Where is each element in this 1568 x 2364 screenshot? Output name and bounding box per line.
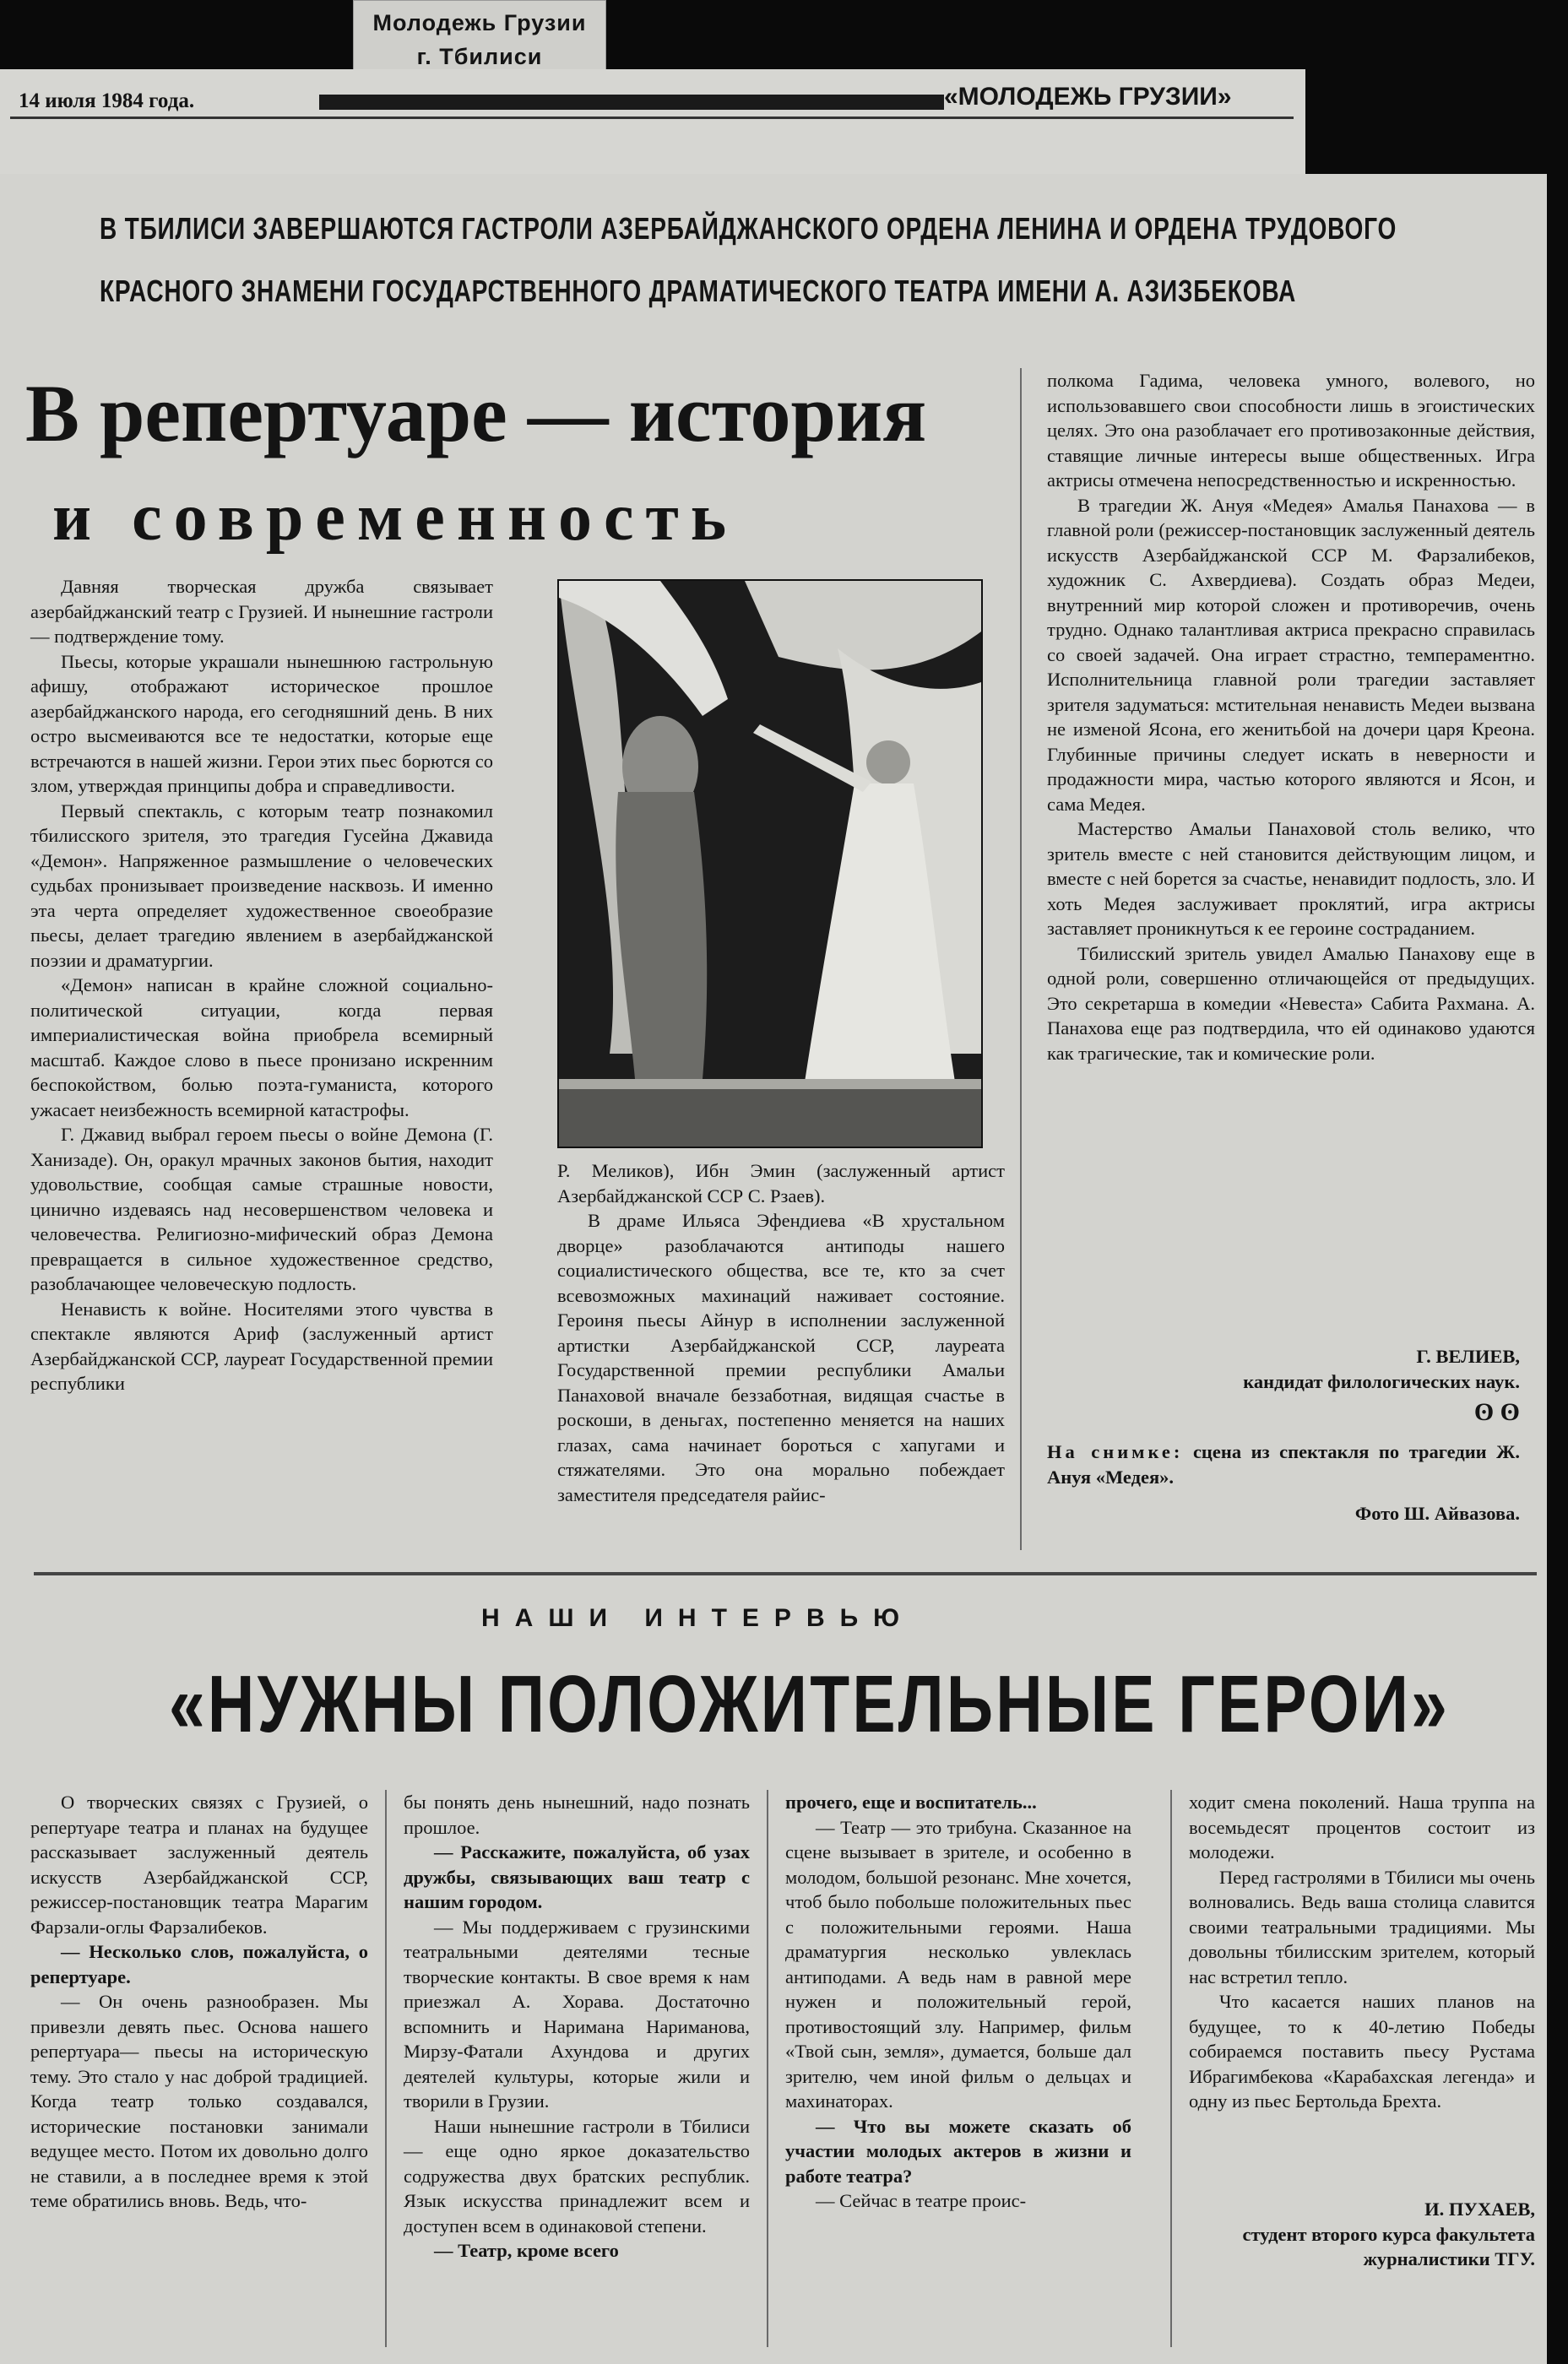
- paragraph: — Театр — это трибуна. Сказанное на сцене вызывает в зрителе, и особенно в молодом, большой резонанс. Мне хочется, чтоб было побольше положительных пьес с положительными героями. Наша драматургия несколько увлеклась антиподами. А ведь нам в равной мере нужен и положительный герой, противостоящий злу. Например, фильм «Твой сын, земля», думается, больше дал зрителю, чем иной фильм о дельцах и махинаторах.: [785, 1816, 1131, 2112]
- article2-column-4: [1189, 1790, 1535, 2114]
- paragraph: О творческих связях с Грузией, о репертуаре театра и планах на будущее рассказывает заслуженный деятель искусств Азербайджанской ССР, режиссер-постановщик театра Марагим Фарзали-оглы Фарзалибеков.: [30, 1792, 368, 1938]
- ornament-rings: ʘ ʘ: [1473, 1398, 1520, 1426]
- article2-rubric: НАШИ ИНТЕРВЬЮ: [481, 1604, 915, 1632]
- paragraph: Перед гастролями в Тбилиси мы очень волновались. Ведь ваша столица славится своими театральными традициями. Мы довольны тбилисским зрителем, который нас встретил тепло.: [1189, 1866, 1535, 1987]
- article1-kicker-line2: КРАСНОГО ЗНАМЕНИ ГОСУДАРСТВЕННОГО ДРАМАТИЧЕСКОГО ТЕАТРА ИМЕНИ А. АЗИЗБЕКОВА: [100, 274, 1297, 308]
- paragraph: — Он очень разнообразен. Мы привезли девять пьес. Основа нашего репертуара— пьесы на историческую тему. Это стало у нас доброй традицией. Когда театр только создавался, исторические постановки занимали ведущее место. Потом их довольно долго не ставили, а в последнее время к этой теме обратились вновь. Ведь, что-: [30, 1991, 368, 2211]
- photo-credit: Фото Ш. Айвазова.: [1354, 1503, 1520, 1524]
- paragraph: В трагедии Ж. Ануя «Медея» Амалья Панахова — в главной роли (режиссер-постановщик заслуженный деятель искусств Азербайджанской ССР М. Фарзалибеков, художник С. Ахвердиева). Создать образ Медеи, внутренний мир которой сложен и противоречив, очень трудно. Однако талантливая актриса прекрасно справилась со своей задачей. Она играет страстно, темпераментно. Исполнительница главной роли трагедии заставляет зрителя задуматься: мстительная ненависть Медеи вызвана не изменой Ясона, его женитьбой на дочери царя Креона. Глубинные причины следует искать в неверности и продажности мира, частью которого являются и Ясон, и сама Медея.: [1047, 494, 1535, 815]
- paragraph: — Театр, кроме всего: [434, 2240, 619, 2261]
- article2-column-2: [404, 1790, 750, 2264]
- paragraph: — Мы поддерживаем с грузинскими театральными деятелями тесные творческие контакты. В свое время к нам приезжал А. Хорава. Достаточно вспомнить и Наримана Нариманова, Мирзу-Фатали Ахундова и других деятелей культуры, которые жили и творили в Грузии.: [404, 1916, 750, 2112]
- paragraph: Г. Джавид выбрал героем пьесы о войне Демона (Г. Ханизаде). Он, оракул мрачных законов бытия, находит удовольствие, сообщая самые страшные новости, цинично издеваясь над несовершенством человека и человечества. Религиозно-мифический образ Демона превращается в сильное художественное средство, разоблачающее человеческую подлость.: [30, 1124, 493, 1294]
- stamp-city: г. Тбилиси: [416, 44, 543, 69]
- paragraph: Что касается наших планов на будущее, то к 40-летию Победы собираемся поставить пьесу Рустама Ибрагимбекова «Карабахская легенда» и одну из пьес Бертольда Брехта.: [1189, 1991, 1535, 2112]
- article2-headline: «НУЖНЫ ПОЛОЖИТЕЛЬНЫЕ ГЕРОИ»: [169, 1659, 1451, 1749]
- article1-column-1: [30, 574, 493, 1396]
- paragraph: полкома Гадима, человека умного, волевого, но использовавшего свои способности лишь в эгоистических целях. Это она разоблачает его противозаконные действия, ставящие личные интересы выше общественных. Игра актрисы отмечена непосредственностью и искренностью.: [1047, 370, 1535, 491]
- paragraph: — Что вы можете сказать об участии молодых актеров в жизни и работе театра?: [785, 2115, 1131, 2187]
- article1-headline-line1: В репертуаре — история: [25, 368, 927, 458]
- caption-lead: На снимке:: [1047, 1441, 1184, 1462]
- paragraph: Давняя творческая дружба связывает азербайджанский театр с Грузией. И нынешние гастроли — подтверждение тому.: [30, 576, 493, 647]
- issue-date: 14 июля 1984 года.: [19, 89, 195, 112]
- masthead-strip: [0, 69, 1305, 174]
- paragraph: Ненависть к войне. Носителями этого чувства в спектакле являются Ариф (заслуженный артист Азербайджанской ССР, лауреат Государственной премии республики: [30, 1298, 493, 1394]
- article1-author-title: кандидат филологических наук.: [1243, 1370, 1520, 1392]
- article2-author: И. ПУХАЕВ,: [1424, 2199, 1535, 2220]
- article1-author: Г. ВЕЛИЕВ,: [1416, 1346, 1520, 1367]
- masthead-bar: [319, 95, 944, 110]
- article2-signature-block: [1189, 2197, 1535, 2272]
- article2-column-1: [30, 1790, 368, 2214]
- paragraph: Наши нынешние гастроли в Тбилиси — еще одно яркое доказательство содружества двух братских республик. Язык искусства принадлежит всем и доступен всем в одинаковой степени.: [404, 2115, 750, 2237]
- paragraph: Мастерство Амальи Панаховой столь велико, что зритель вместе с ней становится действующим лицом, и вместе с ней борется за счастье, ненавидит подлость, зло. И хоть Медея заслуживает проклятий, игра актрисы заставляет проникнуться к ее героине состраданием.: [1047, 818, 1535, 939]
- paragraph: Тбилисский зритель увидел Амалью Панахову еще в одной роли, совершенно отличающейся от предыдущих. Это секретарша в комедии «Невеста» Сабита Рахмана. А. Панахова еще раз подтвердила, что ей одинаково удаются как трагические, так и комические роли.: [1047, 942, 1535, 1064]
- article2-author-title: студент второго курса факультета журналистики ТГУ.: [1242, 2223, 1535, 2269]
- article1-signature-block: [1047, 1344, 1520, 1526]
- stage-photo: [557, 579, 983, 1148]
- clipping-sheet: [0, 174, 1547, 2364]
- paragraph: Первый спектакль, с которым театр познакомил тбилисского зрителя, это трагедия Гусейна Джавида «Демон». Напряженное размышление о человеческих судьбах пронизывает произведение насквозь. И именно эта черта определяет художественное своеобразие пьесы, делает трагедию явлением в азербайджанской поэзии и драматургии.: [30, 800, 493, 971]
- newspaper-name: «МОЛОДЕЖЬ ГРУЗИИ»: [944, 83, 1232, 111]
- paragraph: — Сейчас в театре проис-: [816, 2190, 1027, 2211]
- article1-headline-line2: и современность: [52, 480, 739, 555]
- paragraph: Пьесы, которые украшали нынешнюю гастрольную афишу, отображают историческое прошлое азербайджанского народа, его сегодняшний день. В них остро высмеиваются все те недостатки, которые еще встречаются в нашей жизни. Герои этих пьес борются со злом, утверждая принципы добра и справедливости.: [30, 650, 493, 796]
- column-divider: [1170, 1790, 1172, 2347]
- article1-kicker-line1: В ТБИЛИСИ ЗАВЕРШАЮТСЯ ГАСТРОЛИ АЗЕРБАЙДЖАНСКОГО ОРДЕНА ЛЕНИНА И ОРДЕНА ТРУДОВОГО: [100, 211, 1397, 246]
- medea-scene-image: [559, 581, 981, 1147]
- caption-text: сцена из спектакля по трагедии Ж. Ануя «Медея».: [1047, 1441, 1521, 1488]
- paragraph: ходит смена поколений. Наша труппа на восемьдесят процентов состоит из молодежи.: [1189, 1792, 1535, 1862]
- paragraph: — Несколько слов, пожалуйста, о репертуаре.: [30, 1941, 368, 1987]
- paragraph: бы понять день нынешний, надо познать прошлое.: [404, 1792, 750, 1838]
- column-divider: [767, 1790, 768, 2347]
- column-divider: [1020, 368, 1022, 1550]
- stamp-newspaper-name: Молодежь Грузии: [372, 10, 587, 35]
- paragraph: В драме Ильяса Эфендиева «В хрустальном дворце» разоблачаются антиподы нашего социалистического общества, все те, кто за счет всевозможных махинаций наживает состояние. Героиня пьесы Айнур в исполнении заслуженной артистки Азербайджанской ССР, лауреата Государственной премии республики Амальи Панаховой вначале беззаботная, видящая счастье в роскоши, в деньгах, постепенно меняется на наших глазах, сама начинает бороться с хапугами и стяжателями. Это она морально побеждает заместителя председателя райис-: [557, 1210, 1005, 1505]
- column-divider: [385, 1790, 387, 2347]
- article-separator: [34, 1572, 1537, 1575]
- paragraph: Р. Меликов), Ибн Эмин (заслуженный артист Азербайджанской ССР С. Рзаев).: [557, 1160, 1005, 1206]
- paragraph: — Расскажите, пожалуйста, об узах дружбы, связывающих ваш театр с нашим городом.: [404, 1841, 750, 1912]
- article2-column-3: [785, 1790, 1131, 2214]
- article1-column-3: [1047, 368, 1535, 1065]
- masthead-rule: [10, 117, 1294, 119]
- article1-column-2: [557, 1158, 1005, 1507]
- paragraph: «Демон» написан в крайне сложной социально-политической ситуации, когда первая империалистическая война приобрела всемирный масштаб. Каждое слово в пьесе пронизано искренним беспокойством, болью поэта-гуманиста, которого ужасает неизбежность всемирной катастрофы.: [30, 974, 493, 1120]
- paragraph: прочего, еще и воспитатель...: [785, 1792, 1037, 1813]
